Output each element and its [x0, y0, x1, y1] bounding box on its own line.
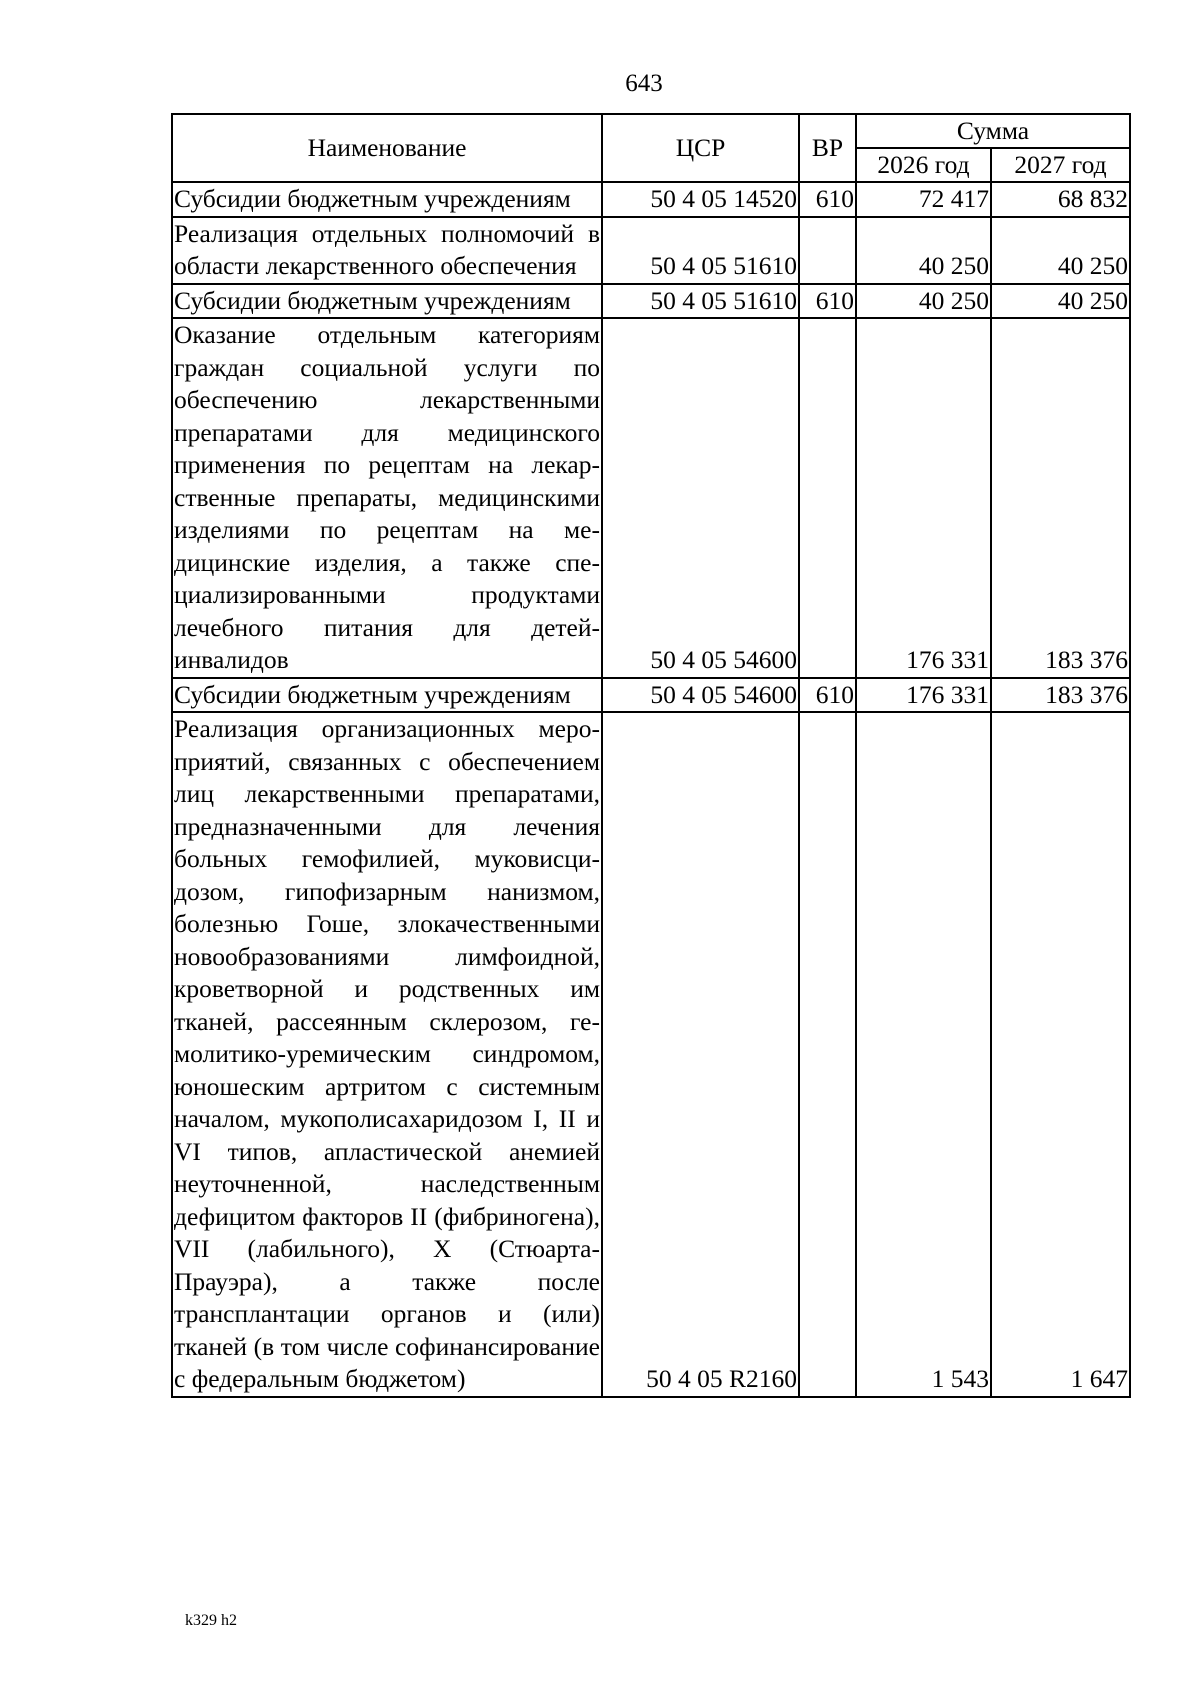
row-name: Субсидии бюджетным учреждениям	[172, 284, 602, 319]
row-csr: 50 4 05 54600	[602, 678, 799, 713]
table-row	[172, 217, 1130, 284]
row-name: Реализация организационных мероприятий, связанных с обеспечением лиц лекарственными препаратами, предназначенными для лечения больных гемофилией, муковисцидозом, гипофизарным нанизмом, болезнью Гоше, злокачественными новообразованиями лимфоидной, кроветворной и родственных им тканей, рассеянным склерозом, гемолитико-уремическим синдромом, юношеским артритом с системным началом, мукополисахаридозом I, II и VI типов, апластической анемией неуточненной, наследственным дефицитом факторов II (фибриногена), VII (лабильного), X (Стюарта-Прауэра), а также после трансплантации органов и (или) тканей (в том числе софинансирование с федеральным бюджетом)	[172, 712, 602, 1397]
row-sum-2026: 1 543	[856, 712, 991, 1397]
row-name: Субсидии бюджетным учреждениям	[172, 182, 602, 217]
row-sum-2026: 176 331	[856, 318, 991, 678]
table-row	[172, 678, 1130, 713]
row-csr: 50 4 05 R2160	[602, 712, 799, 1397]
row-csr: 50 4 05 14520	[602, 182, 799, 217]
row-sum-2027: 68 832	[991, 182, 1130, 217]
row-sum-2027: 183 376	[991, 678, 1130, 713]
row-sum-2027: 183 376	[991, 318, 1130, 678]
header-year-2026: 2026 год	[856, 148, 991, 182]
row-csr: 50 4 05 51610	[602, 217, 799, 284]
table-row	[172, 712, 1130, 1397]
row-sum-2026: 40 250	[856, 217, 991, 284]
header-sum: Сумма	[856, 114, 1130, 148]
row-sum-2027: 40 250	[991, 284, 1130, 319]
row-csr: 50 4 05 51610	[602, 284, 799, 319]
row-vr	[799, 712, 856, 1397]
budget-table	[171, 113, 1131, 1398]
row-vr: 610	[799, 182, 856, 217]
row-sum-2026: 40 250	[856, 284, 991, 319]
row-vr: 610	[799, 284, 856, 319]
header-vr: ВР	[799, 114, 856, 182]
table-row	[172, 284, 1130, 319]
row-vr	[799, 217, 856, 284]
header-name: Наименование	[172, 114, 602, 182]
table-row	[172, 182, 1130, 217]
footer-code: k329 h2	[185, 1612, 237, 1629]
header-csr: ЦСР	[602, 114, 799, 182]
row-sum-2027: 1 647	[991, 712, 1130, 1397]
row-sum-2026: 176 331	[856, 678, 991, 713]
row-vr: 610	[799, 678, 856, 713]
row-name: Оказание отдельным категориям граждан социальной услуги по обеспечению лекарственными препаратами для медицинского применения по рецептам на лекарственные препараты, медицинскими изделиями по рецептам на медицинские изделия, а также специализированными продуктами лечебного питания для детей-инвалидов	[172, 318, 602, 678]
table-row	[172, 318, 1130, 678]
row-sum-2026: 72 417	[856, 182, 991, 217]
row-vr	[799, 318, 856, 678]
row-name: Реализация отдельных полномочий в области лекарственного обеспечения	[172, 217, 602, 284]
page-number: 643	[625, 70, 663, 97]
header-year-2027: 2027 год	[991, 148, 1130, 182]
row-name: Субсидии бюджетным учреждениям	[172, 678, 602, 713]
row-sum-2027: 40 250	[991, 217, 1130, 284]
row-csr: 50 4 05 54600	[602, 318, 799, 678]
table-body	[172, 182, 1130, 1397]
table-header	[172, 114, 1130, 182]
